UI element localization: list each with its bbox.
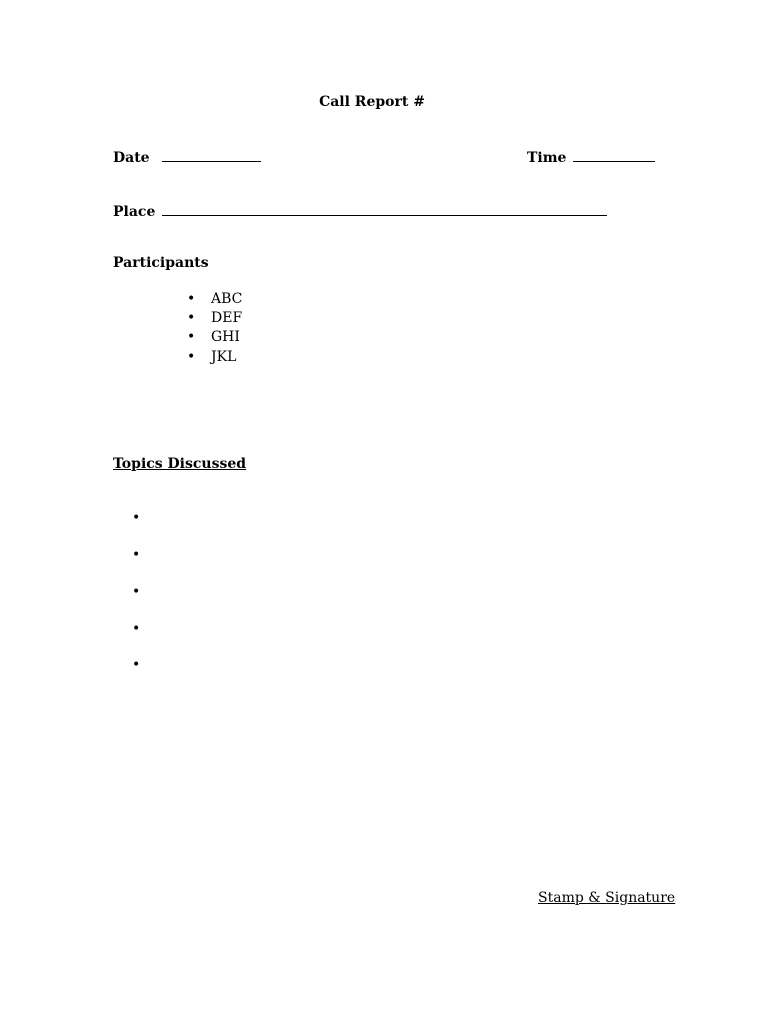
list-item <box>132 657 140 673</box>
participants-heading: Participants <box>113 255 209 271</box>
bullet-icon: • <box>187 310 196 326</box>
bullet-icon: • <box>187 329 196 345</box>
participant-name: GHI <box>211 329 240 345</box>
bullet-icon: • <box>132 657 141 673</box>
list-item <box>132 584 140 600</box>
list-item <box>187 349 236 365</box>
list-item <box>187 310 242 326</box>
bullet-icon: • <box>187 349 196 365</box>
place-blank-line <box>162 201 607 216</box>
bullet-icon: • <box>132 621 141 637</box>
participant-name: DEF <box>211 310 243 326</box>
list-item <box>187 329 240 345</box>
list-item <box>132 510 140 526</box>
place-label: Place <box>113 204 156 220</box>
stamp-signature-label: Stamp & Signature <box>538 890 676 906</box>
bullet-icon: • <box>132 510 141 526</box>
date-blank-line <box>162 147 261 162</box>
list-item <box>132 547 140 563</box>
bullet-icon: • <box>187 291 196 307</box>
place-field <box>113 201 607 220</box>
time-field <box>527 147 655 166</box>
list-item <box>132 621 140 637</box>
time-label: Time <box>527 150 567 166</box>
participant-name: ABC <box>211 291 243 307</box>
time-blank-line <box>573 147 655 162</box>
participant-name: JKL <box>211 349 237 365</box>
list-item <box>187 291 242 307</box>
bullet-icon: • <box>132 584 141 600</box>
topics-heading: Topics Discussed <box>113 456 247 472</box>
document-title: Call Report # <box>319 94 425 110</box>
date-label: Date <box>113 150 150 166</box>
date-field <box>113 147 261 166</box>
bullet-icon: • <box>132 547 141 563</box>
